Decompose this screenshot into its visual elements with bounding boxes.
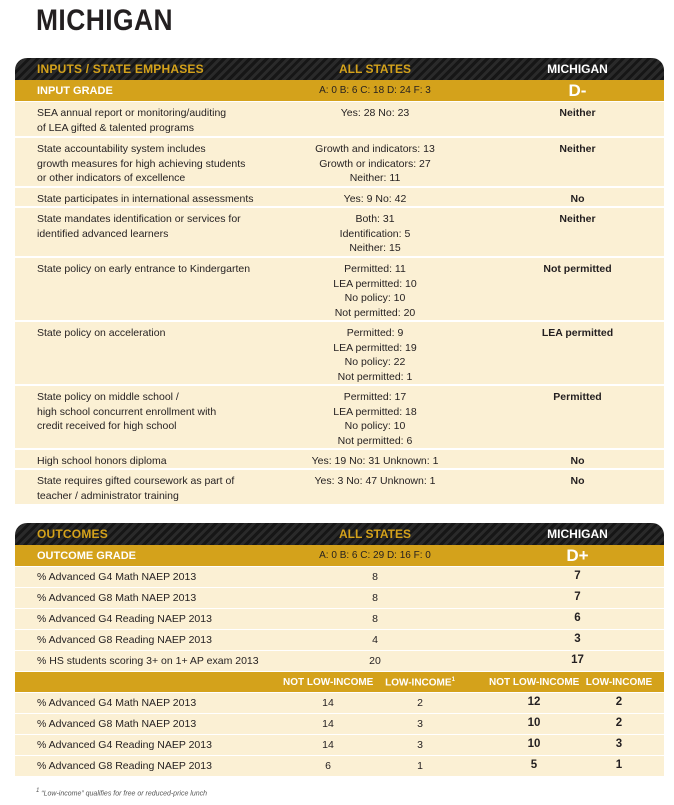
footnote-text: “Low-income” qualifies for free or reduced-price lunch	[41, 790, 208, 798]
input-row-label-line: State policy on middle school /	[37, 391, 179, 403]
sub-header-state-not-low-income: NOT LOW-INCOME	[489, 677, 580, 688]
all-states-header: ALL STATES	[339, 62, 411, 76]
outcome-rows	[15, 567, 664, 672]
input-grade-value: D-	[568, 81, 587, 100]
input-row-label	[37, 262, 287, 277]
outcome-row	[15, 567, 664, 588]
income-row-label: % Advanced G8 Math NAEP 2013	[37, 718, 197, 730]
input-row	[15, 102, 664, 138]
outcome-row	[15, 588, 664, 609]
input-row-all-states-line: Not permitted: 20	[334, 306, 416, 319]
income-row-all-low: 2	[417, 697, 423, 709]
input-row-all-states-line: Neither: 15	[349, 242, 401, 254]
input-row-label-line: SEA annual report or monitoring/auditing	[37, 107, 227, 119]
input-row	[15, 208, 664, 258]
outcome-row-all-states: 8	[372, 592, 378, 604]
input-row-state-value: LEA permitted	[541, 327, 614, 339]
input-row-all-states-line: LEA permitted: 19	[333, 341, 417, 354]
page-title: MICHIGAN	[36, 4, 173, 37]
outcome-row-label: % Advanced G8 Math NAEP 2013	[37, 592, 197, 604]
input-row-all-states	[285, 390, 465, 448]
input-row-all-states-line: Not permitted: 1	[337, 370, 413, 383]
input-row-all-states	[285, 454, 465, 469]
income-row-label: % Advanced G4 Math NAEP 2013	[37, 697, 197, 709]
outcome-grade-value: D+	[566, 546, 589, 565]
input-row-label	[37, 326, 287, 341]
all-states-header: ALL STATES	[339, 527, 411, 541]
input-row-label-line: high school concurrent enrollment with	[37, 405, 217, 418]
inputs-section	[15, 58, 664, 506]
input-grade-label: INPUT GRADE	[37, 85, 113, 97]
outcome-row-all-states: 8	[372, 571, 378, 583]
outcome-grade-label: OUTCOME GRADE	[37, 550, 136, 562]
input-row-all-states	[285, 474, 465, 489]
income-row	[15, 714, 664, 735]
input-row-all-states	[285, 262, 465, 320]
input-row-all-states-line: Both: 31	[355, 213, 395, 225]
input-row-label-line: growth measures for high achieving students	[37, 157, 246, 170]
outcome-row-all-states: 8	[372, 613, 378, 625]
input-row-label-line: of LEA gifted & talented programs	[37, 121, 195, 134]
outcome-row-state-value: 6	[574, 612, 581, 624]
outcome-row-state-value: 7	[574, 591, 581, 603]
input-row-label	[37, 192, 287, 207]
income-row-state-not-low: 10	[527, 738, 541, 750]
input-rows	[15, 102, 664, 506]
income-row-state-not-low: 5	[530, 759, 538, 771]
input-row-all-states-line: LEA permitted: 18	[333, 405, 417, 418]
input-row	[15, 386, 664, 450]
input-row	[15, 138, 664, 188]
input-row-all-states-line: Not permitted: 6	[337, 434, 413, 447]
income-row-all-low: 1	[417, 760, 423, 772]
sub-header-all-not-low-income: NOT LOW-INCOME	[283, 677, 374, 688]
input-row-label-line: High school honors diploma	[37, 455, 167, 467]
income-row	[15, 735, 664, 756]
input-row-state-value: Neither	[559, 143, 596, 155]
input-row-all-states-line: Yes: 28 No: 23	[340, 107, 410, 119]
input-row-label-line: State participates in international assessments	[37, 193, 254, 205]
income-row-label: % Advanced G8 Reading NAEP 2013	[37, 760, 212, 772]
input-row-label-line: credit received for high school	[37, 420, 177, 432]
outcome-row-label: % Advanced G4 Reading NAEP 2013	[37, 613, 212, 625]
input-row-all-states-line: Yes: 3 No: 47 Unknown: 1	[314, 475, 436, 487]
input-row-label-line: State policy on early entrance to Kindergarten	[37, 263, 251, 275]
input-row-label	[37, 474, 287, 503]
sub-header-all-low-income-text: LOW-INCOME	[385, 677, 452, 689]
input-row-all-states-line: Permitted: 11	[344, 263, 406, 275]
outcome-row-label: % Advanced G8 Reading NAEP 2013	[37, 634, 212, 646]
income-row	[15, 693, 664, 714]
income-row-label: % Advanced G4 Reading NAEP 2013	[37, 739, 212, 751]
input-row-label-line: State accountability system includes	[37, 143, 206, 155]
outcome-grade-row	[15, 545, 664, 567]
outcomes-header-bar	[15, 523, 664, 545]
income-row-state-low: 3	[615, 738, 623, 750]
input-row-label-line: State requires gifted coursework as part of	[37, 475, 235, 487]
input-row	[15, 470, 664, 506]
outcome-row-label: % Advanced G4 Math NAEP 2013	[37, 571, 197, 583]
inputs-header-label: INPUTS / STATE EMPHASES	[37, 62, 204, 76]
input-row	[15, 450, 664, 470]
input-row-state-value: No	[570, 455, 585, 467]
input-row-label-line: identified advanced learners	[37, 227, 169, 240]
input-row-all-states	[285, 212, 465, 256]
income-row-all-low: 3	[417, 718, 423, 730]
input-row-label	[37, 454, 287, 469]
input-row-all-states-line: Growth or indicators: 27	[319, 157, 431, 170]
input-row-state-value: Neither	[559, 107, 596, 119]
input-row-label	[37, 106, 287, 135]
income-row-all-not-low: 14	[322, 739, 334, 751]
outcome-row-all-states: 20	[369, 655, 381, 667]
input-row-all-states	[285, 142, 465, 186]
footnote-marker: 1	[451, 677, 455, 683]
outcome-row-state-value: 3	[574, 633, 581, 645]
income-row-all-not-low: 14	[322, 697, 334, 709]
input-row-label	[37, 212, 287, 241]
sub-header-all-low-income	[375, 677, 465, 688]
outcome-row-label: % HS students scoring 3+ on 1+ AP exam 2013	[37, 655, 259, 667]
outcome-row-state-value: 7	[574, 570, 581, 582]
input-row-label-line: teacher / administrator training	[37, 489, 179, 502]
outcome-grade-distribution: A: 0 B: 6 C: 29 D: 16 F: 0	[319, 550, 431, 561]
input-row-all-states-line: Permitted: 17	[343, 391, 407, 403]
income-row-all-low: 3	[417, 739, 423, 751]
input-row-all-states	[285, 192, 465, 207]
outcome-row	[15, 651, 664, 672]
input-row-all-states-line: Permitted: 9	[346, 327, 404, 339]
input-row-all-states-line: Neither: 11	[349, 172, 401, 184]
footnote	[36, 788, 207, 797]
inputs-header-bar	[15, 58, 664, 80]
input-row-all-states-line: Growth and indicators: 13	[315, 143, 435, 155]
income-row-state-not-low: 12	[527, 696, 541, 708]
input-row-all-states-line: Yes: 9 No: 42	[343, 193, 407, 205]
input-row	[15, 258, 664, 322]
income-row	[15, 756, 664, 777]
income-row-all-not-low: 14	[322, 718, 334, 730]
income-row-state-low: 1	[615, 759, 623, 771]
input-row-state-value: Not permitted	[543, 263, 612, 275]
input-row-state-value: Permitted	[553, 391, 602, 403]
sub-header-state-low-income: LOW-INCOME	[585, 677, 653, 688]
input-row-all-states	[285, 326, 465, 384]
outcome-row	[15, 609, 664, 630]
state-header: MICHIGAN	[547, 527, 608, 541]
input-row-all-states-line: No policy: 10	[344, 420, 406, 432]
input-row-state-value: No	[570, 193, 585, 205]
outcome-row	[15, 630, 664, 651]
outcomes-section	[15, 523, 664, 777]
input-row-all-states	[285, 106, 465, 121]
input-row-all-states-line: No policy: 22	[344, 356, 406, 368]
input-row-all-states-line: Yes: 19 No: 31 Unknown: 1	[311, 455, 439, 467]
input-row-label-line: State policy on acceleration	[37, 327, 166, 339]
input-row	[15, 188, 664, 208]
input-row-all-states-line: LEA permitted: 10	[333, 277, 417, 290]
income-row-state-not-low: 10	[527, 717, 541, 729]
state-header: MICHIGAN	[547, 62, 608, 76]
input-grade-distribution: A: 0 B: 6 C: 18 D: 24 F: 3	[319, 85, 431, 96]
income-row-state-low: 2	[615, 696, 623, 708]
income-rows	[15, 693, 664, 777]
income-row-all-not-low: 6	[325, 760, 331, 772]
input-row-all-states-line: Identification: 5	[339, 227, 411, 240]
input-grade-row	[15, 80, 664, 102]
input-row-state-value: No	[570, 475, 585, 487]
income-sub-header	[15, 672, 664, 693]
outcomes-header-label: OUTCOMES	[37, 527, 108, 541]
outcome-row-all-states: 4	[372, 634, 378, 646]
footnote-marker: 1	[36, 788, 40, 794]
input-row-label-line: State mandates identification or services for	[37, 213, 241, 225]
input-row	[15, 322, 664, 386]
input-row-label	[37, 142, 287, 186]
input-row-state-value: Neither	[559, 213, 596, 225]
income-row-state-low: 2	[615, 717, 623, 729]
input-row-all-states-line: No policy: 10	[344, 292, 406, 304]
input-row-label-line: or other indicators of excellence	[37, 172, 186, 184]
input-row-label	[37, 390, 287, 434]
outcome-row-state-value: 17	[571, 654, 584, 666]
